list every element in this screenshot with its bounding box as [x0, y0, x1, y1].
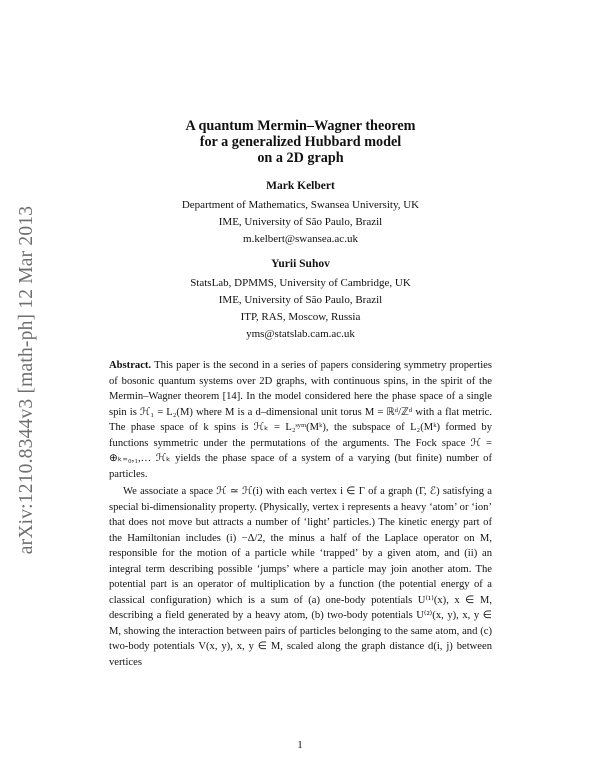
title-line: on a 2D graph	[257, 150, 344, 166]
arxiv-sidebar	[14, 180, 40, 580]
author-name: Mark Kelbert	[266, 180, 335, 192]
author-block	[109, 179, 492, 248]
title-line: for a generalized Hubbard model	[199, 134, 402, 150]
paper-content	[109, 118, 492, 670]
author-affiliation: StatsLab, DPMMS, University of Cambridge, UK	[190, 277, 411, 289]
abstract	[109, 358, 492, 482]
author-affiliation: ITP, RAS, Moscow, Russia	[240, 311, 361, 323]
author-email: m.kelbert@swansea.ac.uk	[243, 233, 358, 245]
author-affiliation: IME, University of São Paulo, Brazil	[218, 294, 383, 306]
page-number: 1	[297, 739, 303, 751]
author-affiliation: IME, University of São Paulo, Brazil	[218, 216, 383, 228]
paper-title	[109, 118, 492, 166]
body-paragraph: We associate a space ℋ ≃ ℋ(i) with each vertex i ∈ Γ of a graph (Γ, ℰ) satisfying a special bi-dimensionality property. (Physically, vertex i represents a heavy ‘atom’ or ‘ion’ that does not move but attracts a number of ‘light’ particles.) The kinetic energy part of the Hamiltonian includes (i) −Δ/2, the minus a half of the Laplace operator on M, responsible for the motion of a particle while ‘trapped’ by a given atom, and (ii) an integral term describing possible ‘jumps’ where a particle may join another atom. The potential part is an operator of multiplication by a function (the potential energy of a classical configuration) which is a sum of (a) one-body potentials U⁽¹⁾(x), x ∈ M, describing a field generated by a heavy atom, (b) two-body potentials U⁽²⁾(x, y), x, y ∈ M, showing the interaction between pairs of particles belonging to the same atom, and (c) two-body potentials V(x, y), x, y ∈ M, scaled along the graph distance d(i, j) between vertices	[109, 486, 492, 668]
author-affiliation: Department of Mathematics, Swansea University, UK	[181, 199, 420, 211]
author-block	[109, 257, 492, 343]
author-email: yms@statslab.cam.ac.uk	[246, 328, 355, 340]
arxiv-identifier: arXiv:1210.8344v3 [math-ph] 12 Mar 2013	[16, 205, 37, 555]
abstract-label: Abstract.	[109, 360, 152, 371]
title-line: A quantum Mermin–Wagner theorem	[185, 118, 416, 134]
abstract-text: This paper is the second in a series of papers considering symmetry properties of bosonic quantum systems over 2D graphs, with continuous spins, in the spirit of the Mermin–Wagner theorem [14]. In the model considered here the phase space of a single spin is ℋ₁ = L₂(M) where M is a d–dimensional unit torus M = ℝᵈ/ℤᵈ with a flat metric. The phase space of k spins is ℋₖ = L₂ˢʸᵐ(Mᵏ), the subspace of L₂(Mᵏ) formed by functions symmetric under the permutations of the arguments. The Fock space ℋ = ⊕ₖ₌₀,₁,… ℋₖ yields the phase space of a system of a varying (but finite) number of particles.	[109, 360, 492, 480]
author-name: Yurii Suhov	[271, 258, 330, 270]
